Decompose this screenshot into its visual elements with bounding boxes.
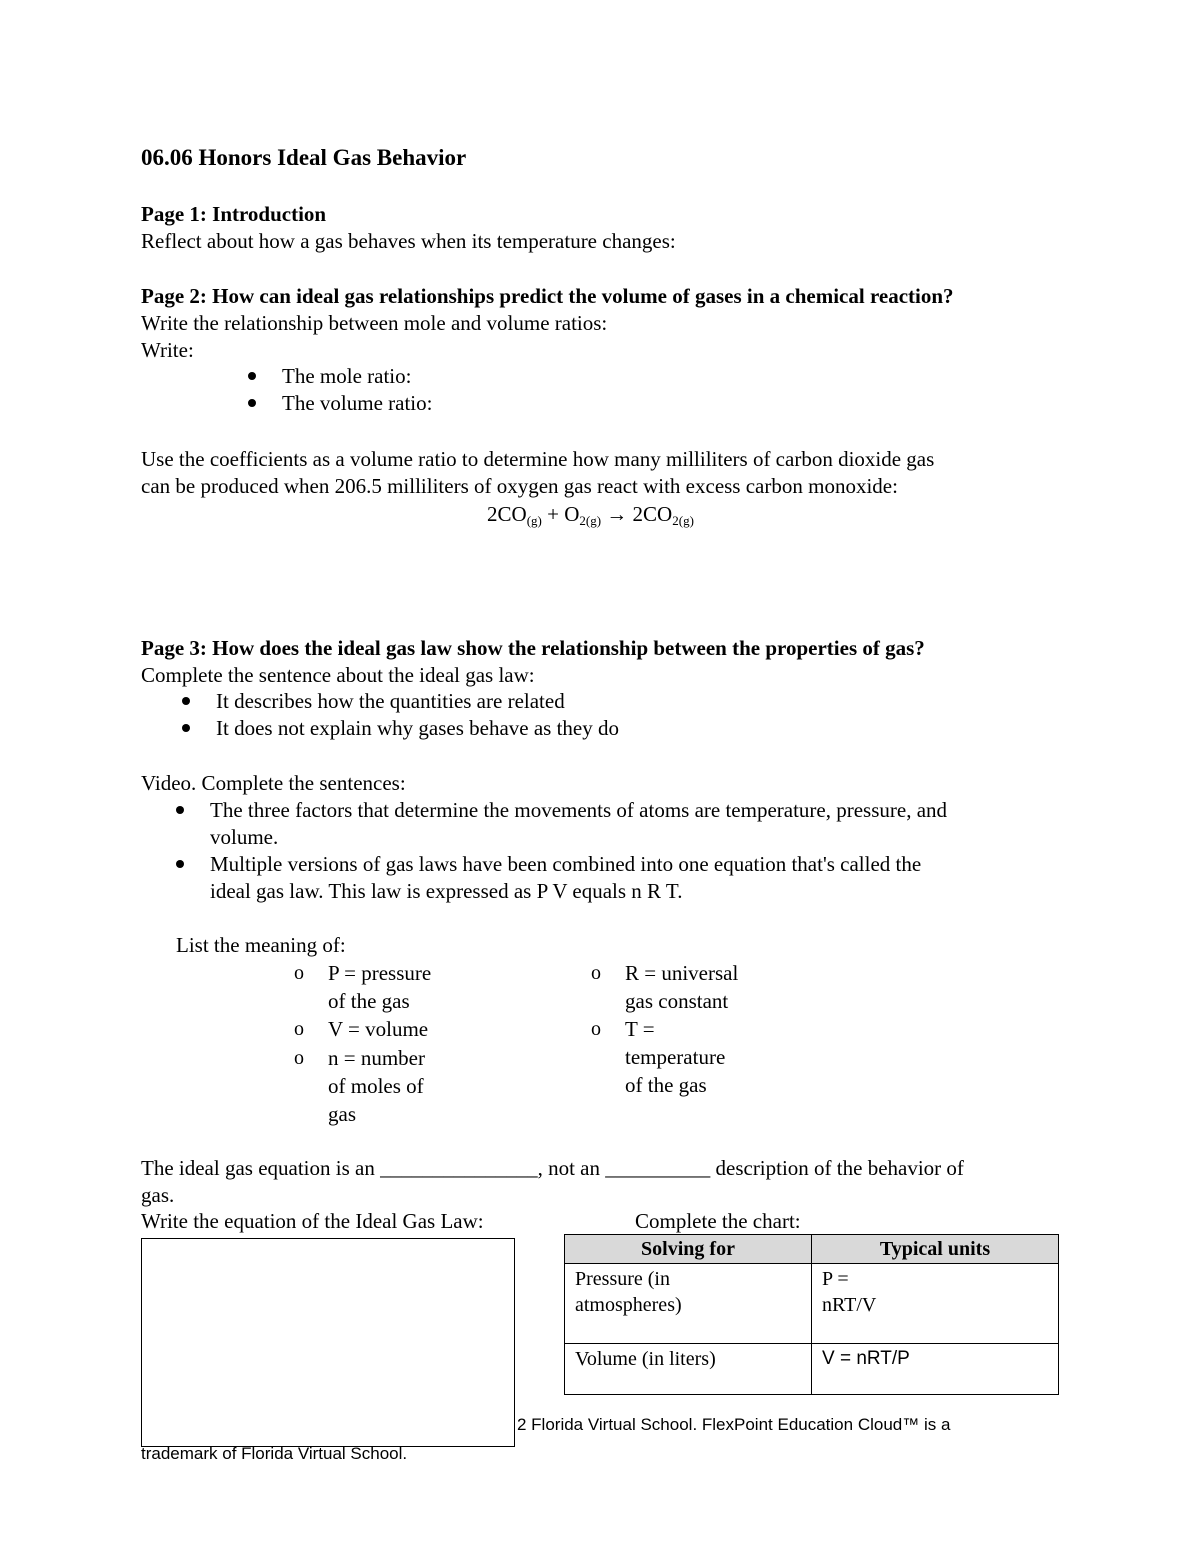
answer-blank-2[interactable]: __________ <box>605 1156 711 1180</box>
chart-header-typical-units: Typical units <box>812 1235 1059 1264</box>
video-sentence-2: Multiple versions of gas laws have been combined into one equation that's called the <box>210 852 922 876</box>
fill-in-sentence: The ideal gas equation is an _______________, not an __________ description of the behavior of <box>141 1156 964 1180</box>
page1-prompt: Reflect about how a gas behaves when its temperature changes: <box>141 229 676 253</box>
video-sentence-1-cont: volume. <box>210 825 279 849</box>
chart-row-volume <box>565 1344 1059 1395</box>
chart-cell-pressure-units[interactable]: P = nRT/V <box>812 1264 1059 1344</box>
chart-row-pressure <box>565 1264 1059 1344</box>
footer-copyright: 2 Florida Virtual School. FlexPoint Education Cloud™ is a <box>517 1415 951 1434</box>
page3-bullet-describes: It describes how the quantities are related <box>216 689 565 713</box>
meaning-p: P = pressure <box>328 961 432 985</box>
chart-cell-volume-units[interactable]: V = nRT/P <box>812 1344 1059 1395</box>
page3-heading: Page 3: How does the ideal gas law show the relationship between the properties of gas? <box>141 636 925 660</box>
page3-intro: Complete the sentence about the ideal gas law: <box>141 663 535 687</box>
fill-in-sentence-cont: gas. <box>141 1183 175 1207</box>
chart-prompt: Complete the chart: <box>635 1209 801 1233</box>
chemical-equation: $2CO_{(g)} + O_{2(g)} \to 2CO_{2(g)}$ <box>487 502 694 528</box>
meaning-n-cont1: of moles of <box>328 1074 424 1098</box>
circle-bullet-icon: o <box>294 962 304 984</box>
page2-heading: Page 2: How can ideal gas relationships predict the volume of gases in a chemical reaction? <box>141 284 954 308</box>
bullet-icon <box>182 697 190 705</box>
units-chart <box>564 1234 1059 1395</box>
chart-header-row <box>565 1235 1059 1264</box>
page2-line2: Write: <box>141 338 194 362</box>
circle-bullet-icon: o <box>294 1047 304 1069</box>
meaning-t-cont2: of the gas <box>625 1073 707 1097</box>
meaning-t: T = <box>625 1017 655 1041</box>
bullet-icon <box>248 372 256 380</box>
chart-header-solving-for: Solving for <box>565 1235 812 1264</box>
page2-bullet-volume-ratio: The volume ratio: <box>282 391 433 415</box>
list-meaning-intro: List the meaning of: <box>176 933 346 957</box>
meaning-r-cont: gas constant <box>625 989 729 1013</box>
bullet-icon <box>176 860 184 868</box>
equation-answer-box[interactable] <box>141 1238 515 1447</box>
chart-cell-pressure: Pressure (in atmospheres) <box>565 1264 812 1344</box>
circle-bullet-icon: o <box>294 1018 304 1040</box>
circle-bullet-icon: o <box>591 962 601 984</box>
video-intro: Video. Complete the sentences: <box>141 771 406 795</box>
page2-line1: Write the relationship between mole and volume ratios: <box>141 311 608 335</box>
page2-problem-line1: Use the coefficients as a volume ratio to determine how many milliliters of carbon dioxide gas <box>141 447 935 471</box>
meaning-n-cont2: gas <box>328 1102 356 1126</box>
meaning-v: V = volume <box>328 1017 429 1041</box>
bullet-icon <box>248 399 256 407</box>
page2-problem-line2: can be produced when 206.5 milliliters of oxygen gas react with excess carbon monoxide: <box>141 474 898 498</box>
meaning-t-cont1: temperature <box>625 1045 726 1069</box>
page1-heading: Page 1: Introduction <box>141 202 327 226</box>
meaning-r: R = universal <box>625 961 739 985</box>
chart-cell-volume: Volume (in liters) <box>565 1344 812 1395</box>
circle-bullet-icon: o <box>591 1018 601 1040</box>
video-sentence-2-cont: ideal gas law. This law is expressed as P V equals n R T. <box>210 879 683 903</box>
document-title: 06.06 Honors Ideal Gas Behavior <box>141 145 467 170</box>
page3-bullet-explains: It does not explain why gases behave as they do <box>216 716 619 740</box>
equation-prompt: Write the equation of the Ideal Gas Law: <box>141 1209 484 1233</box>
meaning-p-cont: of the gas <box>328 989 410 1013</box>
bullet-icon <box>176 806 184 814</box>
answer-blank-1[interactable]: _______________ <box>380 1156 538 1180</box>
page2-bullet-mole-ratio: The mole ratio: <box>282 364 412 388</box>
video-sentence-1: The three factors that determine the movements of atoms are temperature, pressure, and <box>210 798 948 822</box>
footer-trademark: trademark of Florida Virtual School. <box>141 1444 408 1463</box>
meaning-n: n = number <box>328 1046 425 1070</box>
bullet-icon <box>182 724 190 732</box>
